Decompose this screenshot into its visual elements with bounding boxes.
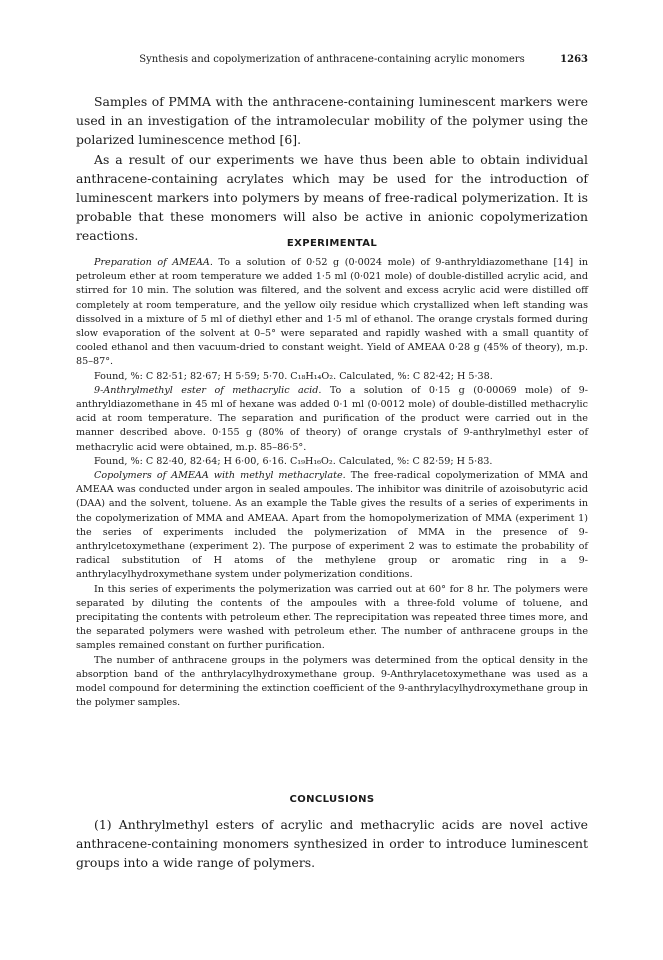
anthracene-determination-paragraph: The number of anthracene groups in the polymers was determined from the optical density in the absorption band of the anthrylacylhydroxymethane group. 9-Anthrylacetoxymethane was used as a model compound for determining the extinction coefficient of the 9-anthrylacylhydroxymethane group in the polymer samples. — [76, 654, 588, 709]
page-number: 1263 — [560, 54, 588, 65]
experimental-section — [76, 256, 588, 711]
copolymers-paragraph — [76, 469, 588, 583]
methacrylic-ester-title: 9-Anthrylmethyl ester of methacrylic acid. — [94, 384, 322, 396]
amea-preparation-title: Preparation of AMEAA. — [94, 257, 213, 268]
polymerization-conditions-paragraph: In this series of experiments the polymerization was carried out at 60° for 8 hr. The polymers were separated by diluting the contents of the ampoules with a three-fold volume of toluene, and precipitating the contents with petroleum ether. The reprecipitation was repeated three times more, and the separated polymers were washed with petroleum ether. The number of anthracene groups in the samples remained constant on further purification. — [76, 583, 588, 652]
methacrylic-ester-paragraph — [76, 384, 588, 455]
amea-preparation-paragraph — [76, 256, 588, 370]
amea-preparation-text: To a solution of 0·52 g (0·0024 mole) of 9-anthryldiazomethane [14] in petroleum ether at room temperature we added 1·5 ml (0·021 mole) of double-distilled acrylic acid, and stirred for 10 min. The solution was filtered, and the solvent and excess acrylic acid were distilled off completely at room temperature, and the yellow oily residue which crystallized when left standing was dissolved in a mixture of 5 ml of diethyl ether and 1·5 ml of ethanol. The orange crystals formed during slow evaporation of the solvent at 0–5° were separated and rapidly washed with a small quantity of cooled ethanol and then vacuum-dried to constant weight. Yield of AMEAA 0·28 g (45% of theory), m.p. 85–87°. — [76, 257, 588, 368]
copolymers-title: Copolymers of AMEAA with methyl methacrylate. — [94, 470, 346, 482]
methacrylic-ester-analysis: Found, %: C 82·40, 82·64; H 6·00, 6·16. C₁₉H₁₆O₂. Calculated, %: C 82·59; H 5·83. — [94, 455, 493, 467]
conclusion-item-1: (1) Anthrylmethyl esters of acrylic and methacrylic acids are novel active anthracene-containing monomers synthesized in order to introduce luminescent groups into a wide range of polymers. — [76, 817, 588, 870]
methacrylic-ester-text: To a solution of 0·15 g (0·00069 mole) of 9-anthryldiazomethane in 45 ml of hexane was added 0·1 ml (0·0012 mole) of double-distilled methacrylic acid at room temperature. The separation and purification of the product were carried out in the manner described above. 0·155 g (80% of theory) of orange crystals of 9-anthrylmethyl ester of methacrylic acid were obtained, m.p. 85–86·5°. — [76, 384, 588, 453]
running-title: Synthesis and copolymerization of anthracene-containing acrylic monomers — [139, 54, 525, 65]
intro-paragraph-1: Samples of PMMA with the anthracene-containing luminescent markers were used in an investigation of the intramolecular mobility of the polymer using the polarized luminescence method [6]. — [76, 94, 588, 147]
intro-paragraph-2: As a result of our experiments we have thus been able to obtain individual anthracene-containing acrylates which may be used for the introduction of luminescent markers into polymers by means of free-radical polymerization. It is probable that these monomers will also be active in anionic copolymerization reactions. — [76, 152, 588, 243]
conclusions-heading: CONCLUSIONS — [289, 794, 375, 805]
amea-analysis: Found, %: C 82·51; 82·67; H 5·59; 5·70. C₁₈H₁₄O₂. Calculated, %: C 82·42; H 5·38. — [94, 370, 493, 382]
copolymers-text: The free-radical copolymerization of MMA and AMEAA was conducted under argon in sealed ampoules. The inhibitor was dinitrile of azoisobutyric acid (DAA) and the solvent, toluene. As an example the Table gives the results of a series of experiments in the copolymerization of MMA and AMEAA. Apart from the homopolymerization of MMA (experiment 1) the series of experiments included the polymerization of MMA in the presence of 9-anthrylcetoxymethane (experiment 2). The purpose of experiment 2 was to estimate the probability of radical substitution of H atoms of the methylene group or aromatic ring in a 9-anthrylacylhydroxymethane system under polymerization conditions. — [76, 470, 588, 581]
experimental-heading: EXPERIMENTAL — [286, 238, 378, 249]
